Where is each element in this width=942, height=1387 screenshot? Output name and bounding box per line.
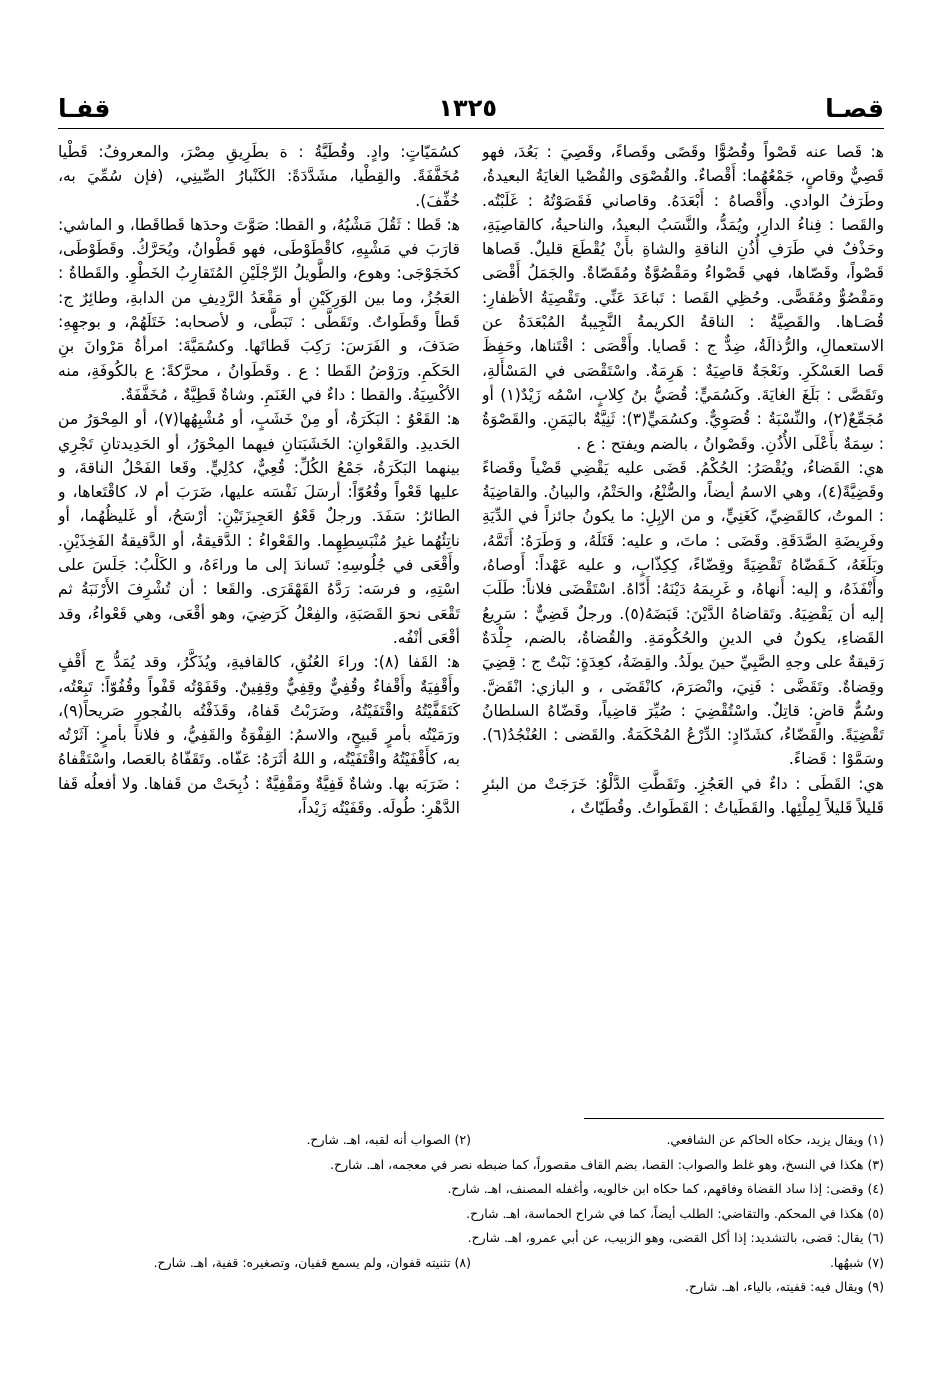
footnote-4: (٤) وقضى: إذا ساد القضاة وفاقهم، كما حكاه ابن خالويه، وأغفله المصنف، اهـ. شارح.: [447, 1181, 884, 1196]
body-columns: [58, 140, 884, 1108]
footnote-1: (١) ويقال يزيد، حكاه الحاكم عن الشافعي.: [666, 1132, 884, 1147]
right-column: [482, 140, 884, 1108]
header-rule: [58, 128, 884, 129]
footnote-7: (٧) شبهُها.: [829, 1254, 884, 1270]
footnote-rule: [584, 1118, 884, 1119]
footnote-2: (٢) الصواب أنه لقبه، اهـ. شارح.: [306, 1132, 471, 1147]
entry-qaw: ﻫ: القَعْوُ : البَكَرَةُ، أو مِنْ خَشَبٍ، أو مُشْبِهُها(٧)، أو المِحْوَرُ من الحَديدِ. والقَعْوانِ: الخَشَبَتانِ فيهما المِحْوَرُ، أو الحَدِيدتانِ تَجْرِي بينهما البَكَرَةُ، جَمْعُ الكُلِّ: قُعِيٌّ، كدُلِيٍّ. وقَعا الفَحْلُ الناقةَ، و عليها قَعْواً وقُعُوّاً: أرسَلَ نَفْسَه عليها، ضَرَبَ أم لا، كاقْتَعاها، و الطائرُ: سَفَدَ. ورجلٌ قَعْوُ العَجِيزَتَيْنِ: أرْسَحُ، أو غَليظُهُما، أو ناتِئُهُما غيرُ مُنْبَسِطِهِما. والقَعْواءُ : الدَّقيقةُ، أو الدَّقيقةُ الفَخِذَيْنِ. وأَقْعَى في جُلُوسِهِ: تَساندَ إلى ما وراءَهُ، و الكَلْبُ: جَلَسَ على اسْتِهِ، و فرسَه: رَدَّهُ القَهْقَرَى. والقَعا : أن تُشْرِفَ الأَرْنَبَةُ ثم تَقْعَى نحوَ القَصَبَةِ، والفِعْلُ كَرَضِيَ، وهو أقْعَى، وهي قَعْواءُ، وقد أقْعَى أنْفُه.: [58, 410, 460, 647]
page-number: ١٣٢٥: [438, 94, 497, 122]
entry-qata: ﻫ: قَطا : ثَقُلَ مَشْيُهُ، و القطا: صَوَّتَ وحدَها قَطاقَطا، و الماشي: قارَبَ في مَشْيِهِ، كاقْطَوْطَى، فهو قَطْوانُ، ويُحَرَّكُ. وقَطَوْطَى، كخَجَوْجَى: وهوع، والطَّويلُ الرِّجْلَيْنِ المُتَقارِبُ الخَطْوِ. والقَطاةُ : العَجُزُ، وما بين الوَرِكَيْنِ أو مَقْعَدُ الرَّدِيفِ من الدابةِ، وطائِرٌ ج: قَطاً وقَطَواتٌ. وتَقَطَّى : تَبَطَّى، و لأصحابه: خَتَلَهُمْ، و بوجهِهِ: صَدَفَ، و الفَرَسَ: رَكِبَ قَطاتَها. وكسُمَيَّةَ: امرأةُ مَرْوانَ بنِ الحَكَمِ. ورَوْضُ القَطا : ع . وقَطَوانُ ، محرَّكةً: ع بالكُوفَةِ، منه الأكْسِيَةُ. والقطا : داءٌ في الغَنَمِ. وشاةٌ قَطِيَّةٌ ، مُخَفَّفَةٌ.: [58, 215, 460, 404]
page-header: [58, 88, 884, 128]
footnote-6: (٦) يقال: قضى، بالتشديد: إذا أكل القضى، وهو الزبيب، عن أبي عمرو، اهـ. شارح.: [467, 1230, 884, 1245]
entry-qada: ﻫي: القَضاءُ، ويُقْصَرُ: الحُكْمُ. قَضَى عليه يَقْضِي قَضْياً وقَضاءً وقَضِيَّةً(٤)، وهي الاسمُ أيضاً، والصُّنْعُ، والحَتْمُ، والبيانُ. والقاضِيَةُ : الموتُ، كالقَضِيِّ، كَغَنِيٍّ، و من الإبِلِ: ما يكونُ جائزاً في الدِّيَةِ وفَرِيضَةِ الصَّدَقَةِ. وقَضَى : ماتَ، و عليه: قَتَلَهُ، و وَطَرَهُ: أَتَمَّهُ، وبَلَغَهُ، كَـقَضّاهُ تَقْضِيَةً وقِضّاءً، كِكِذّابٍ، و عليه عَهْداً: أَوصاهُ، وأَنْفَذَهُ، و إليه: أَنهاهُ، و غَرِيمَهُ دَيْنَهُ: أَدّاهُ. اسْتَقْضَى فلاناً: طَلَبَ إليه أن يَقْضِيَهُ. وتَقاضاهُ الدَّيْنَ: قَبَضَهُ(٥). ورجلٌ قَضِيٌّ : سَرِيعُ القَضاءِ، يكونُ في الدينِ والحُكُومَةِ. والقُضاةُ، بالضم، جِلْدَةٌ رَقيقةٌ على وجهِ الصَّبِيِّ حينَ يولَدُ. والقِضَةُ، كعِدَةٍ: نَبْتٌ ج : قِضِيَ وقِضاةٌ. وتَقَضَّى : فَنِيَ، وانْصَرَمَ، كانْقَضَى ، و البازي: انْقَضَّ. وسُمٌّ قاضٍ: قاتِلٌ. واسْتُقْضِيَ : صُيِّرَ قاضِياً، وقَضّاهُ السلطانُ تَقْضِيَةً. والقَضّاءُ، كشَدّادٍ: الدِّرْعُ المُحْكَمَةُ. والقَضى : العُنْجُدُ(٦). وسَمَّوْا : قَضاءً.: [482, 458, 884, 769]
footnote-9: (٩) ويقال فيه: قفيته، بالياء، اهـ. شارح.: [685, 1279, 884, 1294]
entry-qasa: ﻫ: قَصا عنه قَصْواً وقُصُوًّا وقَصًى وقَصاءً، وقَصِيَ : بَعُدَ، فهو قَصِيٌّ وقاصٍ، جَمْعُهُما: أَقْصاءٌ. والقُصْوَى والقُصْيا الغايَةُ البعيدةُ، وطَرَفُ الوادي. وأَقْصاهُ : أَبْعَدَهُ. وقاصاني فَقَصَوْتُهُ : غَلَبْتُه. والقَصا : فِناءُ الدارِ، ويُمَدُّ، والنَّسَبُ البعيدُ، والناحيةُ، كالقاصِيَةِ، وحَذْفٌ في طَرَفِ أُذُنِ الناقةِ والشاةِ بأَنْ يُقْطَعَ قليلٌ. قَصاها قَصْواً، وقَصّاها، فهي قَصْواءُ ومَقْصُوَّةٌ ومُقَصّاةٌ. والجَمَلُ أَقْصَى ومَقْصُوٌّ ومُقَصًّى. وحُظِي القَصا : تَباعَدَ عَنِّي. وتَقْصِيَةُ الأظفارِ: قُصَـاها. والقَصِيَّةُ : الناقةُ الكريمةُ النَّجِيبةُ المُبْعَدَةُ عن الاستعمالِ، والرُّذالَةُ، ضِدٌّ ج : قَصايا. وأَقْصَى : اقْتَناها، وحَفِظَ قَصا العَسْكَرِ. ونَعْجَةٌ قاصِيَةٌ : هَرِمَةٌ. واسْتَقْصَى في المَسْأَلةِ، وتَقَصَّى : بَلَغَ الغايَةَ. وكَسُمَيٍّ: قُصَيُّ بنُ كِلابٍ، اسْمُه زَيْدٌ(١) أو مُجَمِّعٌ(٢)، والنِّسْبَةُ : قُصَوِيٌّ. وكسُمَيٍّ(٣): ثَنِيَّةٌ باليَمَنِ. والقَصْوَةُ : سِمَةٌ بأَعْلَى الأُذُنِ. وقَصْوانُ ، بالضم ويفتح : ع .: [482, 143, 884, 453]
header-right-word: قصـا: [825, 93, 884, 123]
footnotes: [58, 1128, 884, 1300]
left-column: [58, 140, 460, 1108]
header-left-word: قفـا: [58, 93, 111, 123]
entry-qata-ya: ﻫي: القَطَى : داءٌ في العَجُزِ. وتَقَطَّتِ الدَّلْوُ: خَرَجَتْ من البئرِ قَليلاً قَليلاً لِمِلْئِها. والقَطَياتُ : القَطَواتُ. وقُطَيّاتٌ ،: [482, 774, 884, 818]
footnote-5: (٥) هكذا في المحكم. والتقاضي: الطلب أيضاً، كما في شراح الحماسة، اهـ. شارح.: [466, 1205, 884, 1221]
footnote-8: (٨) تثنيته قفوان، ولم يسمع قفيان، وتصغيره: قفية، اهـ. شارح.: [153, 1254, 471, 1270]
footnote-3: (٣) هكذا في النسخ، وهو غلط والصواب: القصا، بضم القاف مقصوراً، كما ضبطه نصر في معجمه، اهـ. شارح.: [330, 1156, 884, 1172]
entry-qafa: ﻫ: القَفا (٨): وراءَ العُنُقِ، كالقافيةِ، ويُذَكَّرُ، وقد يُمَدُّ ج أَقْفٍ وأَقْفِيَةٌ وأَقْفاءٌ وقُفِيٌّ وقِفِيٌّ وقِفِينٌ. وقَفَوْتُه قَفْواً وقُفُوّاً: تَبِعْتُه، كَتَقَفَّيْتُهُ واقْتَفَيْتُهُ، وضَرَبْتُ قَفاهُ، وقَذَفْتُه بالفُجورِ صَريحاً(٩)، ورَمَيْتُه بأمرٍ قَبيحٍ، والاسمُ: القِفْوَةُ والقَفِيُّ، و فلاناً بأمرٍ: آثَرْتُه به، كأَقْفَيْتُهُ واقْتَفَيْتُه، و اللهُ أثَرَهُ: عَفّاه. وتَقَفّاهُ بالعَصا، واسْتَقْفاهُ : ضَرَبَه بها. وشاةٌ قَفِيَّةٌ ومَقْفِيَّةٌ : ذُبِحَتْ من قَفاها. ولا أفعلُه قَفا الدَّهْرِ: طُولَه. وقَفَيْتُه زَيْداً،: [58, 653, 460, 818]
entry-qutayya-cont: كسُمَيّاتٍ: وادٍ. وقُطَيَّةُ : ة بطَرِيقِ مِصْرَ، والمعروفُ: قَطْيا مُخَفَّفَةً. والقِطْيا، مشَدَّدَةً: الكَنْبارُ الصِّينِي، (فإن سُمِّيَ به، خُفِّفَ).: [58, 143, 460, 210]
